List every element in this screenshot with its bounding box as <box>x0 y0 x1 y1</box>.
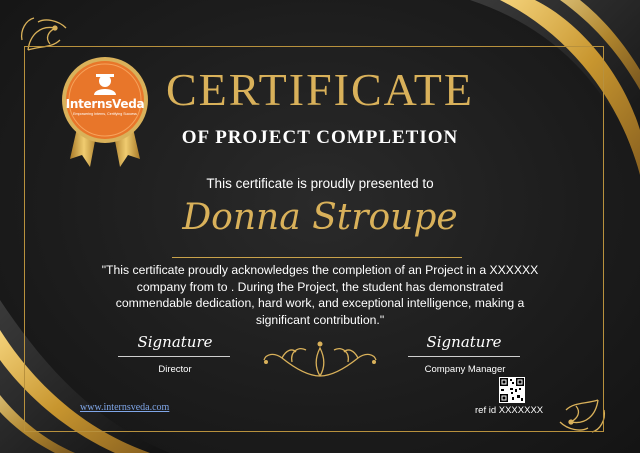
center-ornament-icon <box>262 336 378 382</box>
director-role: Director <box>158 364 192 375</box>
manager-role: Company Manager <box>424 364 506 375</box>
certificate-subtitle: OF PROJECT COMPLETION <box>181 127 459 148</box>
manager-signature: Signature <box>426 333 502 351</box>
director-signature: Signature <box>137 333 213 351</box>
manager-signature-line <box>408 356 520 357</box>
director-signature-line <box>118 356 230 357</box>
qr-code-icon[interactable] <box>499 377 525 403</box>
name-underline <box>172 257 462 258</box>
badge-tagline: Empowering Interns, Certifying Success <box>73 112 137 116</box>
badge-label <box>60 97 150 116</box>
reference-id: ref id XXXXXXX <box>475 405 544 416</box>
presented-to-text: This certificate is proudly presented to <box>206 176 434 191</box>
certificate-title: CERTIFICATE <box>165 64 475 115</box>
badge-brand: InternsVeda <box>65 97 145 111</box>
recipient-name: Donna Stroupe <box>182 197 458 238</box>
website-link[interactable]: www.internsveda.com <box>80 402 170 413</box>
certificate-body-text: "This certificate proudly acknowledges the completion of an Project in a XXXXXX company from to . During the Project, the student has demonstrated commendable dedication, hard work, and exceptional intelligence, making a significant contribution." <box>101 263 539 327</box>
